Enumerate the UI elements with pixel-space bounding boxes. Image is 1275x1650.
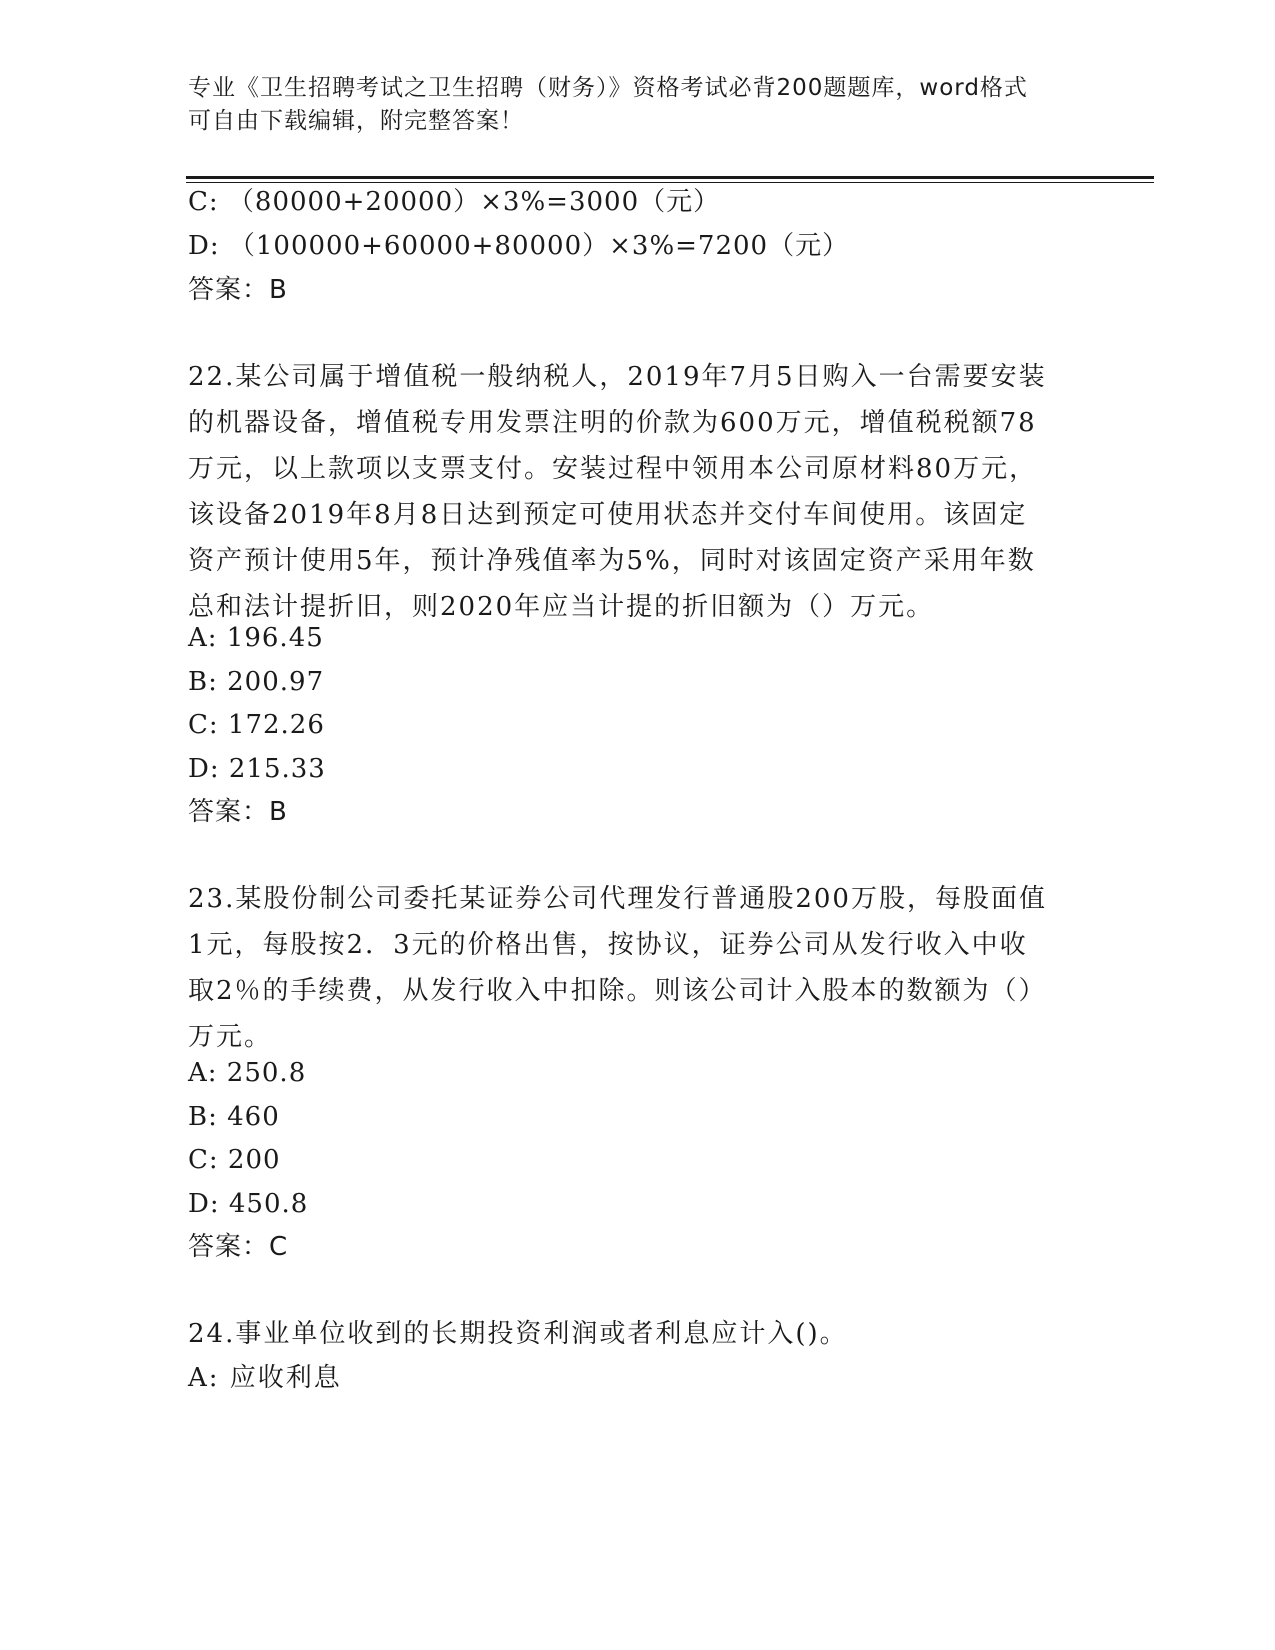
q22-stem-line: 22.某公司属于增值税一般纳税人，2019年7月5日购入一台需要安装 (188, 362, 1047, 392)
q22-option-d: D: 215.33 (188, 754, 326, 784)
q22-option-a: A: 196.45 (188, 623, 324, 653)
q22-stem-line: 的机器设备，增值税专用发票注明的价款为600万元，增值税税额78 (188, 408, 1037, 438)
q23-option-a: A: 250.8 (188, 1058, 307, 1088)
q23-stem-line: 1元，每股按2．3元的价格出售，按协议，证券公司从发行收入中收 (188, 930, 1028, 960)
q22-stem-line: 该设备2019年8月8日达到预定可使用状态并交付车间使用。该固定 (188, 500, 1028, 530)
document-header (188, 72, 1088, 138)
q22-stem-line: 总和法计提折旧，则2020年应当计提的折旧额为（）万元。 (188, 592, 935, 622)
header-line-2: 可自由下载编辑，附完整答案！ (188, 108, 524, 134)
header-divider-thick (186, 176, 1154, 179)
header-line-1: 专业《卫生招聘考试之卫生招聘（财务）》资格考试必背200题题库，word格式 (188, 75, 1028, 101)
q22-stem-line: 资产预计使用5年，预计净残值率为5%，同时对该固定资产采用年数 (188, 546, 1036, 576)
q23-answer: 答案：C (188, 1232, 289, 1262)
q22-option-b: B: 200.97 (188, 667, 325, 697)
q24-option-a: A: 应收利息 (188, 1363, 342, 1393)
q23-stem-line: 23.某股份制公司委托某证券公司代理发行普通股200万股，每股面值 (188, 884, 1047, 914)
q22-answer: 答案：B (188, 797, 288, 827)
q23-option-b: B: 460 (188, 1102, 280, 1132)
q24-stem: 24.事业单位收到的长期投资利润或者利息应计入()。 (188, 1319, 848, 1349)
q22-option-c: C: 172.26 (188, 710, 325, 740)
header-divider-thin (186, 182, 1154, 183)
q22-stem-line: 万元，以上款项以支票支付。安装过程中领用本公司原材料80万元， (188, 454, 1038, 484)
q23-option-c: C: 200 (188, 1145, 281, 1175)
q21-answer: 答案：B (188, 275, 288, 305)
q21-option-d: D: （100000+60000+80000）×3%=7200（元） (188, 231, 850, 261)
q22-stem (188, 354, 1088, 630)
q23-option-d: D: 450.8 (188, 1189, 309, 1219)
q23-stem-line: 取2％的手续费，从发行收入中扣除。则该公司计入股本的数额为（） (188, 976, 1047, 1006)
q23-stem-line: 万元。 (188, 1022, 273, 1052)
q23-stem (188, 876, 1088, 1060)
q21-option-c: C: （80000+20000）×3%=3000（元） (188, 187, 721, 217)
